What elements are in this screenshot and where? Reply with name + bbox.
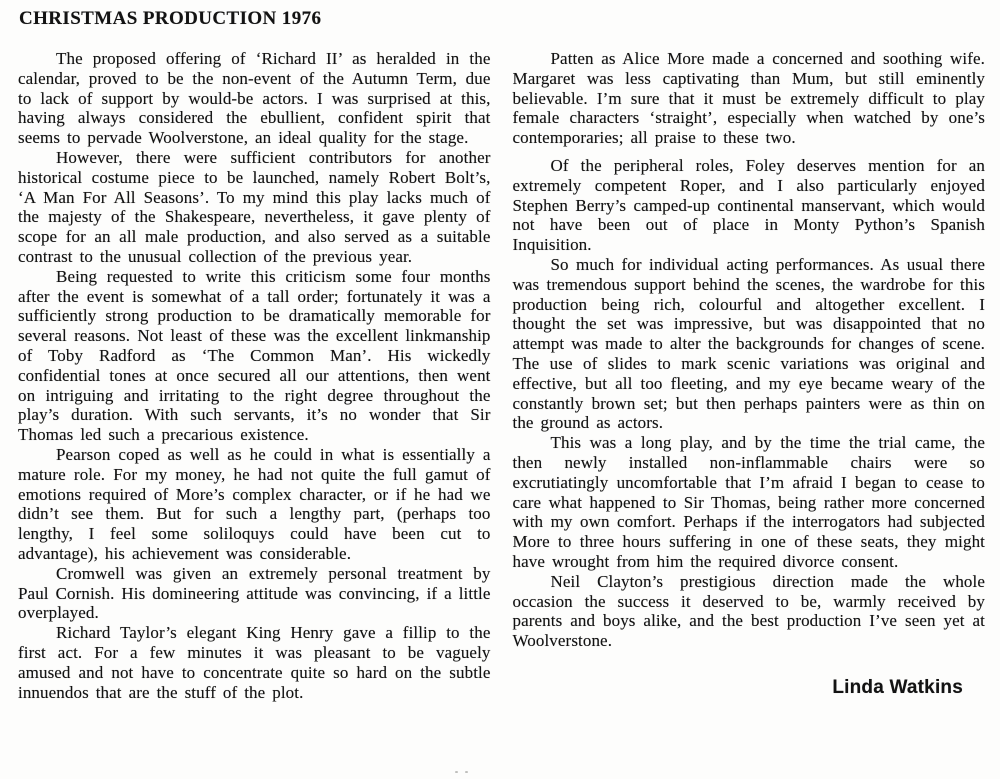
two-column-layout [18,49,985,702]
page-title: CHRISTMAS PRODUCTION 1976 [19,8,322,29]
right-column [513,49,986,702]
paragraph-criticism-common-man: Being requested to write this criticism some four months after the event is somewhat of a tall order; fortunately it was a sufficiently strong production to be dramatically memorable for several reasons. Not least of these was the excellent linkmanship of Toby Radford as ‘The Common Man’. His wickedly confidential tones at once secured all our attentions, then went on intriguing and irritating to the right degree throughout the play’s duration. With such servants, it’s no wonder that Sir Thomas led such a precarious existence. [18,266,491,445]
paragraph-king-henry: Richard Taylor’s elegant King Henry gave a fillip to the first act. For a few minutes it was pleasant to be vaguely amused and not have to concentrate quite so hard on the subtle innuendos that are the stuff of the plot. [18,623,491,702]
paragraph-alice-more: Patten as Alice More made a concerned and soothing wife. Margaret was less captivating than Mum, but still eminently believable. I’m sure that it must be extremely difficult to play female characters ‘straight’, especially when watched by one’s contemporaries; all praise to these two. [512,49,985,148]
scan-artifact [465,771,468,773]
paragraph-cromwell: Cromwell was given an extremely personal treatment by Paul Cornish. His domineering attitude was convincing, if a little overplayed. [18,563,491,623]
paragraph-direction: Neil Clayton’s prestigious direction made the whole occasion the success it deserved to be, warmly received by parents and boys alike, and the best production I’ve seen yet at Woolverstone. [512,571,985,651]
paragraph-long-play-chairs: This was a long play, and by the time the trial came, the then newly installed non-inflammable chairs were so excrutiatingly uncomfortable that I’m afraid I began to cease to care what happened to Sir Thomas, being rather more concerned with my own comfort. Perhaps if the interrogators had subjected More to three hours suffering in one of these seats, they might have wrought from him the required divorce consent. [512,433,985,571]
left-column [18,49,491,702]
signature: Linda Watkins [832,676,963,698]
paragraph-man-for-all-seasons: However, there were sufficient contributors for another historical costume piece to be launched, namely Robert Bolt’s, ‘A Man For All Seasons’. To my mind this play lacks much of the majesty of the Shakespeare, nevertheless, it gave plenty of scope for an all male production, and also served as a suitable contrast to the unusual collection of the previous year. [18,147,491,266]
paragraph-richard-ii: The proposed offering of ‘Richard II’ as heralded in the calendar, proved to be the non-event of the Autumn Term, due to lack of support by would-be actors. I was surprised at this, having always considered the ebullient, confident spirit that seems to pervade Woolverstone, an ideal quality for the stage. [18,49,491,148]
paragraph-peripheral-roles: Of the peripheral roles, Foley deserves mention for an extremely competent Roper, and I also particularly enjoyed Stephen Berry’s camped-up continental manservant, which would not have been out of place in Monty Python’s Spanish Inquisition. [512,155,985,255]
paragraph-behind-the-scenes: So much for individual acting performances. As usual there was tremendous support behind the scenes, the wardrobe for this production being rich, colourful and altogether excellent. I thought the set was impressive, but was disappointed that no attempt was made to alter the backgrounds for changes of scene. The use of slides to mark scenic variations was original and effective, but all too fleeting, and my eye became weary of the constantly brown set; but then perhaps painters were as thin on the ground as actors. [512,254,985,433]
scan-artifact [455,771,458,773]
paragraph-pearson: Pearson coped as well as he could in what is essentially a mature role. For my money, he had not quite the full gamut of emotions required of More’s complex character, or if he had we didn’t see them. But for such a lengthy part, (perhaps too lengthy, I feel some soliloquys could have been cut to advantage), his achievement was considerable. [18,444,491,563]
